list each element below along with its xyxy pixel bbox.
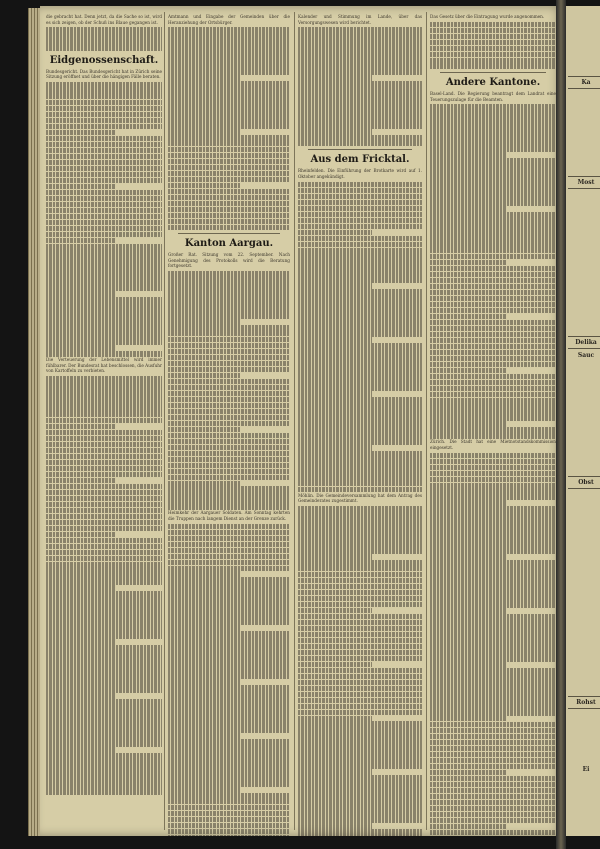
article-paragraph: Großer Rat. Sitzung vom 22. September. Nach Genehmigung des Protokolls wird die Beratung fortgesetzt. [168,252,290,269]
section-heading: Kanton Aargau. [184,238,274,250]
column-intro: die gebracht hat. Denn jetzt, da die Sache so ist, wird es sich zeigen, ob der Schuß ins Blaue gegangen ist. [46,14,162,25]
article-paragraph: Rheinfelden. Die Einführung der Brotkarte wird auf 1. Oktober angekündigt. [298,168,422,180]
ad-fragment: Rohst [568,696,600,709]
ad-fragment: Ka [568,76,600,89]
book-gutter [556,0,566,849]
article-paragraph: Zürich. Die Stadt hat eine Mietnotstandskommission eingesetzt. [430,439,556,450]
section-heading: Aus dem Fricktal. [310,154,410,166]
ad-fragment: Most [568,176,600,189]
column-intro: Kalender und Stimmung im Lande, über das Versorgungswesen wird berichtet. [298,14,422,25]
column-rule [164,12,165,830]
section-heading: Andere Kantone. [445,77,541,89]
column-4 [430,14,556,836]
article-paragraph: Basel-Land. Die Regierung beantragt dem Landrat eine Teuerungszulage für die Beamten. [430,91,556,102]
ad-fragment: Delika [568,336,600,349]
column-1 [46,14,162,795]
article-paragraph: Heimkehr der Aargauer Soldaten. Am Sonntag kehrten die Truppen nach langem Dienst an der Grenze zurück. [168,510,290,522]
column-intro: Das Gesetz über die Eintragung wurde angenommen. [430,14,545,19]
column-3 [298,14,422,836]
newspaper-page [40,6,564,836]
column-intro: Amtmann und Eingabe der Gemeinden über die Heranziehung der Ortsbürger. [168,14,290,25]
article-paragraph: Bundesgericht. Das Bundesgericht hat in Zürich seine Sitzung eröffnet und über die hängigen Fälle beraten. [46,68,162,80]
ad-fragment: Sauc [577,352,595,359]
column-rule [426,12,427,830]
next-page-edge [566,6,600,836]
column-2 [168,14,290,836]
ad-fragment: Ei [582,766,590,773]
section-heading: Eidgenossenschaft. [49,54,159,66]
article-paragraph: Die Verteuerung der Lebensmittel wird immer fühlbarer. Der Bundesrat hat beschlossen, die Ausfuhr von Kartoffeln zu verbieten. [46,357,162,374]
article-paragraph: Möhlin. Die Gemeindeversammlung hat dem Antrag des Gemeinderates zugestimmt. [298,492,422,504]
column-rule [294,12,295,830]
ad-fragment: Obst [568,476,600,489]
